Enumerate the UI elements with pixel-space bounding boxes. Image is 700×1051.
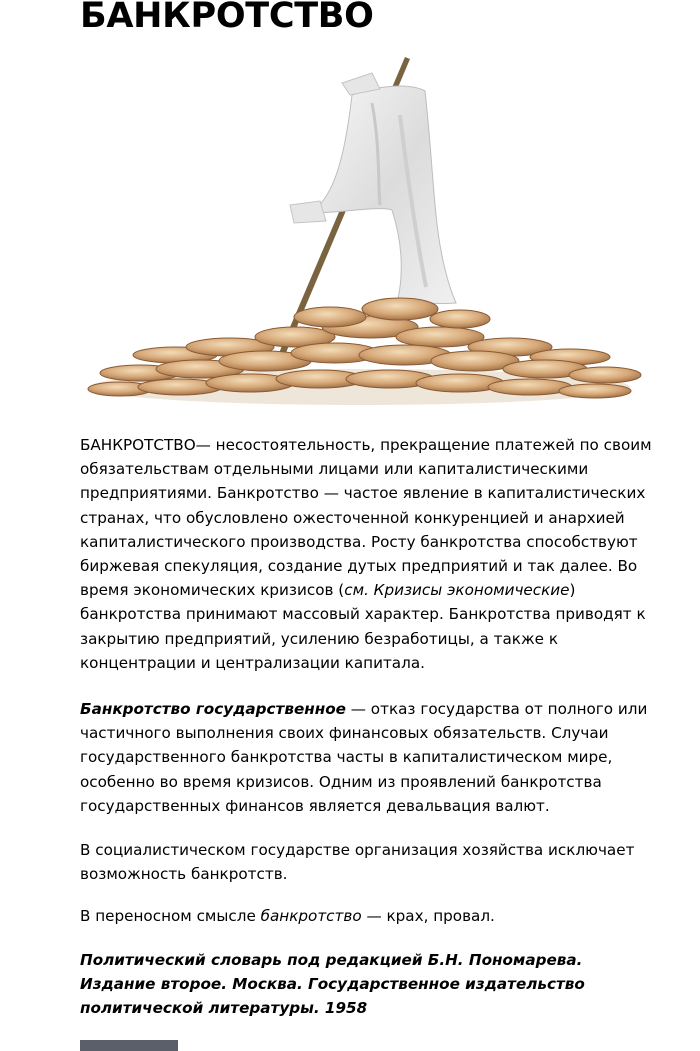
- figurative-term: банкротство: [260, 907, 362, 925]
- figurative-text-end: — крах, провал.: [361, 907, 495, 925]
- next-image-thumbnail[interactable]: [80, 1040, 178, 1051]
- state-bankruptcy-text: — отказ государства от полного или частичного выполнения своих финансовых обязательств. Случаи государственного банкротства часты в капиталистическом мире, особенно во время кризисов. Одним из проявлений банкротства государственных финансов является девальвация валют.: [80, 700, 648, 815]
- source-citation: Политический словарь под редакцией Б.Н. Пономарева. Издание второе. Москва. Государственное издательство политической литературы. 1958: [80, 951, 585, 1018]
- cross-reference-link: см. Кризисы экономические: [344, 581, 570, 600]
- state-bankruptcy-term: Банкротство государственное: [80, 700, 346, 718]
- definition-paragraph: [80, 433, 660, 675]
- definition-text-end: ) банкротства принимают массовый характер. Банкротства приводят к закрытию предприятий, усилению безработицы, а также к концентрации и централизации капитала.: [80, 581, 646, 672]
- socialist-paragraph: В социалистическом государстве организация хозяйства исключает возможность банкротств.: [80, 841, 635, 884]
- hero-image: [80, 55, 642, 412]
- state-bankruptcy-paragraph: [80, 697, 660, 818]
- figurative-text-start: В переносном смысле: [80, 907, 261, 925]
- definition-text-start: БАНКРОТСТВО— несостоятельность, прекращение платежей по своим обязательствам отдельными лицами или капиталистическими предприятиями. Банкротство — частое явление в капиталистических странах, что обусловлено ожесточенной конкуренцией и анархией капиталистического производства. Росту банкротства способствуют биржевая спекуляция, создание дутых предприятий и так далее. Во время экономических кризисов (: [80, 436, 652, 600]
- figurative-paragraph: [80, 904, 660, 928]
- page-title: БАНКРОТСТВО: [80, 0, 374, 36]
